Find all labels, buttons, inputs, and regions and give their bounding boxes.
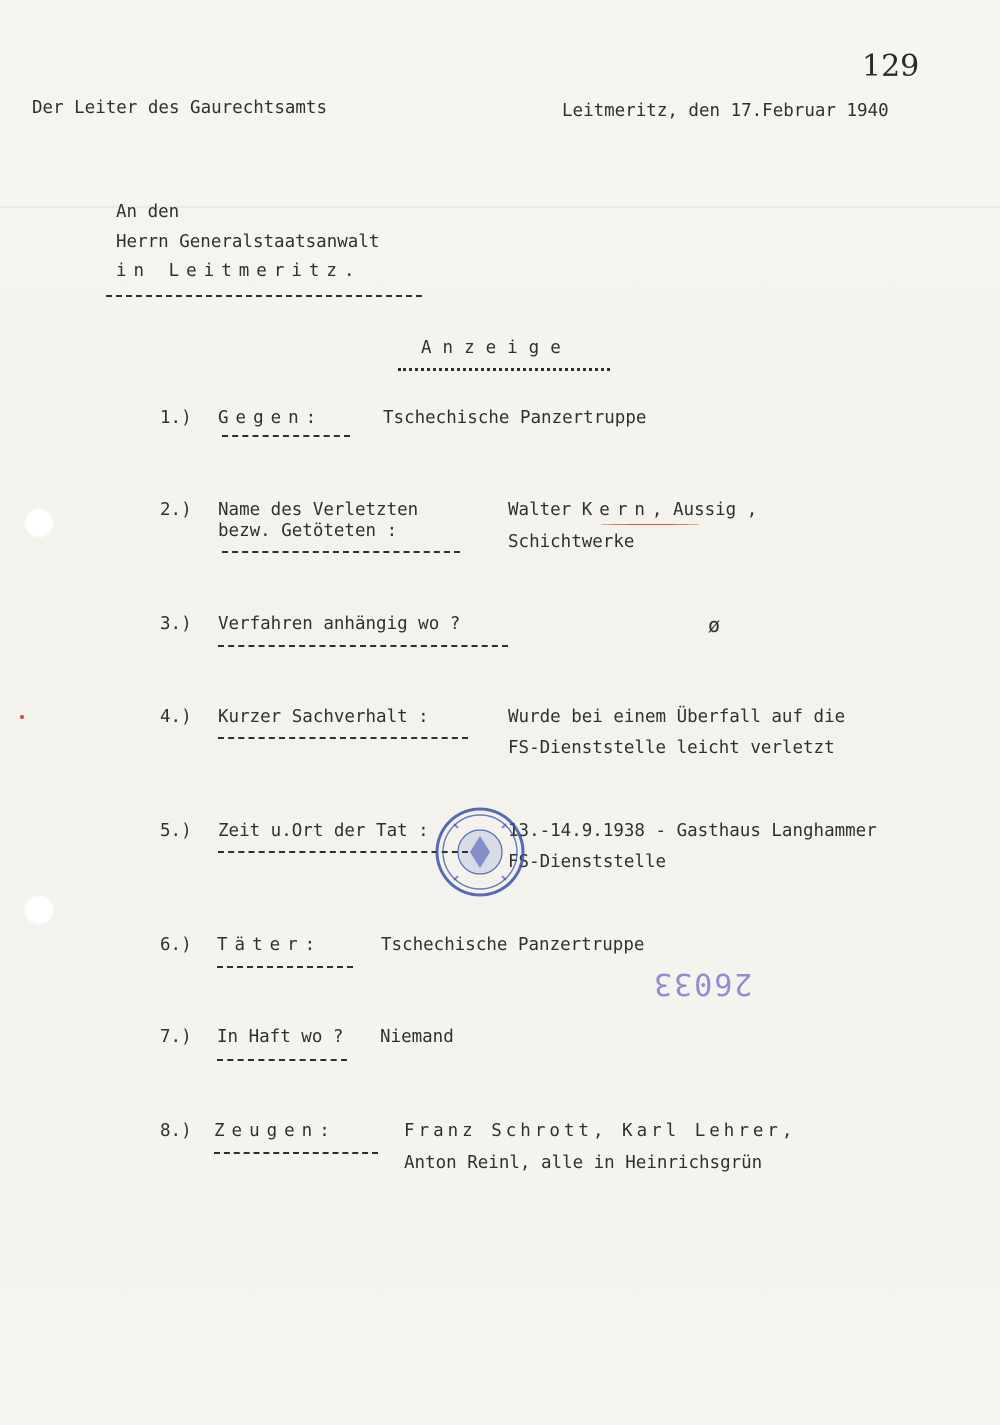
sender-line: Der Leiter des Gaurechtsamts — [32, 98, 328, 118]
recipient-line-2: Herrn Generalstaatsanwalt — [116, 232, 380, 252]
item-3-number: 3.) — [160, 614, 192, 634]
item-1-label: Gegen: — [218, 408, 324, 428]
recipient-line-1: An den — [116, 202, 180, 222]
item-5-label-underline — [218, 851, 468, 853]
item-7-label: In Haft wo ? — [217, 1027, 344, 1047]
item-2-value-post: , Aussig , — [651, 500, 758, 520]
item-6-value: Tschechische Panzertruppe — [381, 935, 645, 955]
item-2-label-line-1: Name des Verletzten — [218, 500, 419, 520]
item-6-label: Täter: — [217, 935, 323, 955]
item-5-value-line-2: FS-Dienststelle — [508, 852, 667, 872]
item-2-label-underline — [222, 551, 460, 553]
archive-number-stamp: 26033 — [652, 966, 753, 1001]
item-6-label-underline — [217, 966, 353, 968]
item-7-value: Niemand — [380, 1027, 454, 1047]
item-7-number: 7.) — [160, 1027, 192, 1047]
item-2-value-pre: Walter — [508, 500, 582, 520]
item-2-label-line-2: bezw. Getöteten : — [218, 521, 398, 541]
item-5-number: 5.) — [160, 821, 192, 841]
item-2-number: 2.) — [160, 500, 192, 520]
item-8-label: Zeugen: — [214, 1121, 337, 1141]
item-4-number: 4.) — [160, 707, 192, 727]
item-2-value-line-2: Schichtwerke — [508, 532, 635, 552]
item-7-label-underline — [217, 1059, 347, 1061]
item-4-label: Kurzer Sachverhalt : — [218, 707, 429, 727]
item-8-value-line-1: Franz Schrott, Karl Lehrer, — [404, 1121, 797, 1141]
item-4-value-line-2: FS-Dienststelle leicht verletzt — [508, 738, 835, 758]
item-1-value: Tschechische Panzertruppe — [383, 408, 647, 428]
document-heading: Anzeige — [421, 338, 572, 358]
item-4-label-underline — [218, 737, 468, 739]
official-round-stamp — [434, 806, 526, 898]
item-4-value-line-1: Wurde bei einem Überfall auf die — [508, 707, 846, 727]
punch-hole-top — [24, 508, 54, 538]
item-2-name-red-underline — [600, 524, 700, 525]
heading-dotted-underline — [398, 368, 610, 371]
place-date-line: Leitmeritz, den 17.Februar 1940 — [562, 101, 889, 121]
item-3-label-underline — [218, 645, 508, 647]
item-8-label-underline — [214, 1152, 378, 1154]
item-8-number: 8.) — [160, 1121, 192, 1141]
item-1-number: 1.) — [160, 408, 192, 428]
item-3-value: ø — [708, 613, 721, 637]
item-6-number: 6.) — [160, 935, 192, 955]
item-2-value-line-1 — [508, 499, 757, 521]
punch-hole-bottom — [24, 895, 54, 925]
item-8-value-line-2: Anton Reinl, alle in Heinrichsgrün — [404, 1153, 763, 1173]
recipient-underline — [106, 295, 422, 297]
item-2-victim-name: Kern — [581, 500, 652, 520]
item-5-value-line-1: 13.-14.9.1938 - Gasthaus Langhammer — [508, 821, 877, 841]
item-1-label-underline — [222, 435, 350, 437]
page-number: 129 — [862, 49, 920, 84]
item-5-label: Zeit u.Ort der Tat : — [218, 821, 429, 841]
item-3-label: Verfahren anhängig wo ? — [218, 614, 461, 634]
ink-speck — [20, 715, 24, 719]
recipient-line-3: in Leitmeritz. — [116, 261, 362, 281]
